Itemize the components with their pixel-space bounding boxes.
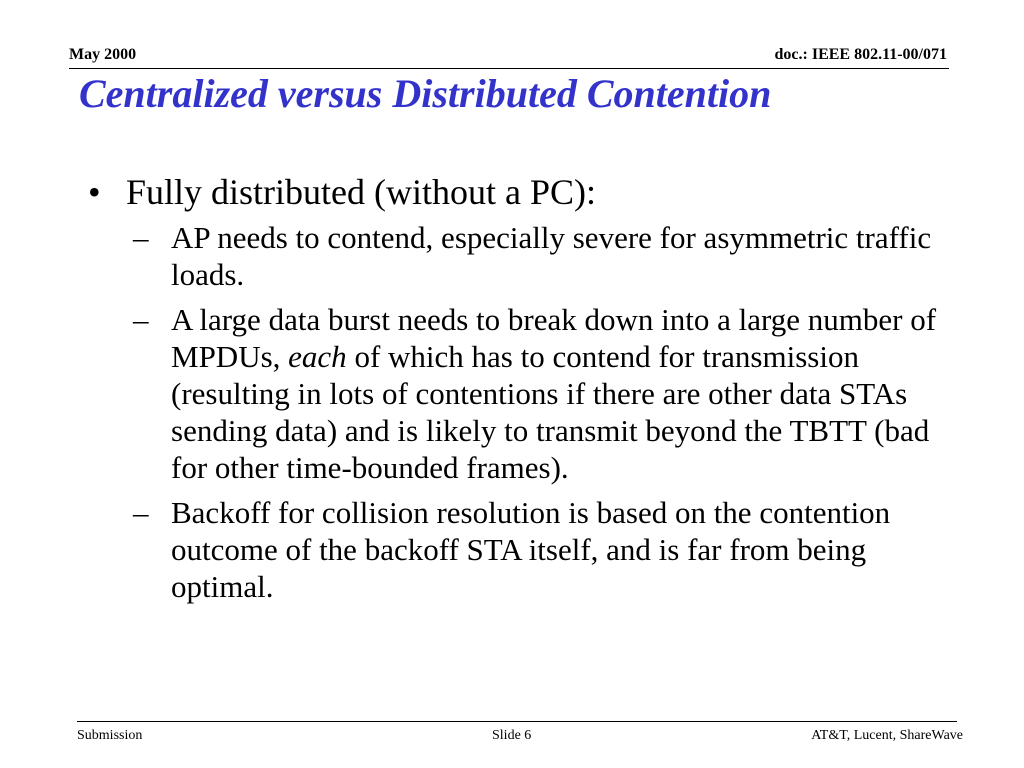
dash-marker: –	[133, 495, 149, 530]
header-divider	[69, 68, 949, 69]
sub-bullet-text: AP needs to contend, especially severe for asymmetric traffic loads.	[171, 220, 932, 292]
sub-bullet-emphasis: each	[288, 339, 347, 374]
sub-bullet-backoff	[88, 494, 948, 605]
footer-divider	[77, 721, 957, 722]
sub-bullet-text-after: of which has to contend for transmission (resulting in lots of contentions if there are other data STAs sending data) and is likely to transmit beyond the TBTT (bad for other time-bounded frames).	[171, 339, 930, 485]
header-date: May 2000	[69, 46, 137, 63]
bullet-marker: •	[88, 172, 101, 212]
sub-bullet-data-burst	[88, 301, 948, 486]
dash-marker: –	[133, 302, 149, 337]
footer-authors: AT&T, Lucent, ShareWave	[811, 728, 963, 743]
sub-bullet-ap-contend	[88, 219, 948, 293]
main-bullet-text: Fully distributed (without a PC):	[126, 172, 597, 212]
sub-bullet-text: Backoff for collision resolution is based on the contention outcome of the backoff STA itself, and is far from being optimal.	[171, 495, 891, 604]
footer-submission: Submission	[77, 728, 143, 743]
main-bullet	[88, 172, 948, 212]
slide-title: Centralized versus Distributed Contention	[79, 71, 772, 116]
slide-content	[88, 172, 948, 613]
sub-bullet-text-before: A large data burst needs to break down into a large number of MPDUs,	[171, 302, 937, 374]
dash-marker: –	[133, 220, 149, 255]
sub-bullet-list	[88, 219, 948, 605]
header-doc-number: doc.: IEEE 802.11-00/071	[774, 46, 947, 63]
footer-slide-number: Slide 6	[492, 728, 532, 743]
